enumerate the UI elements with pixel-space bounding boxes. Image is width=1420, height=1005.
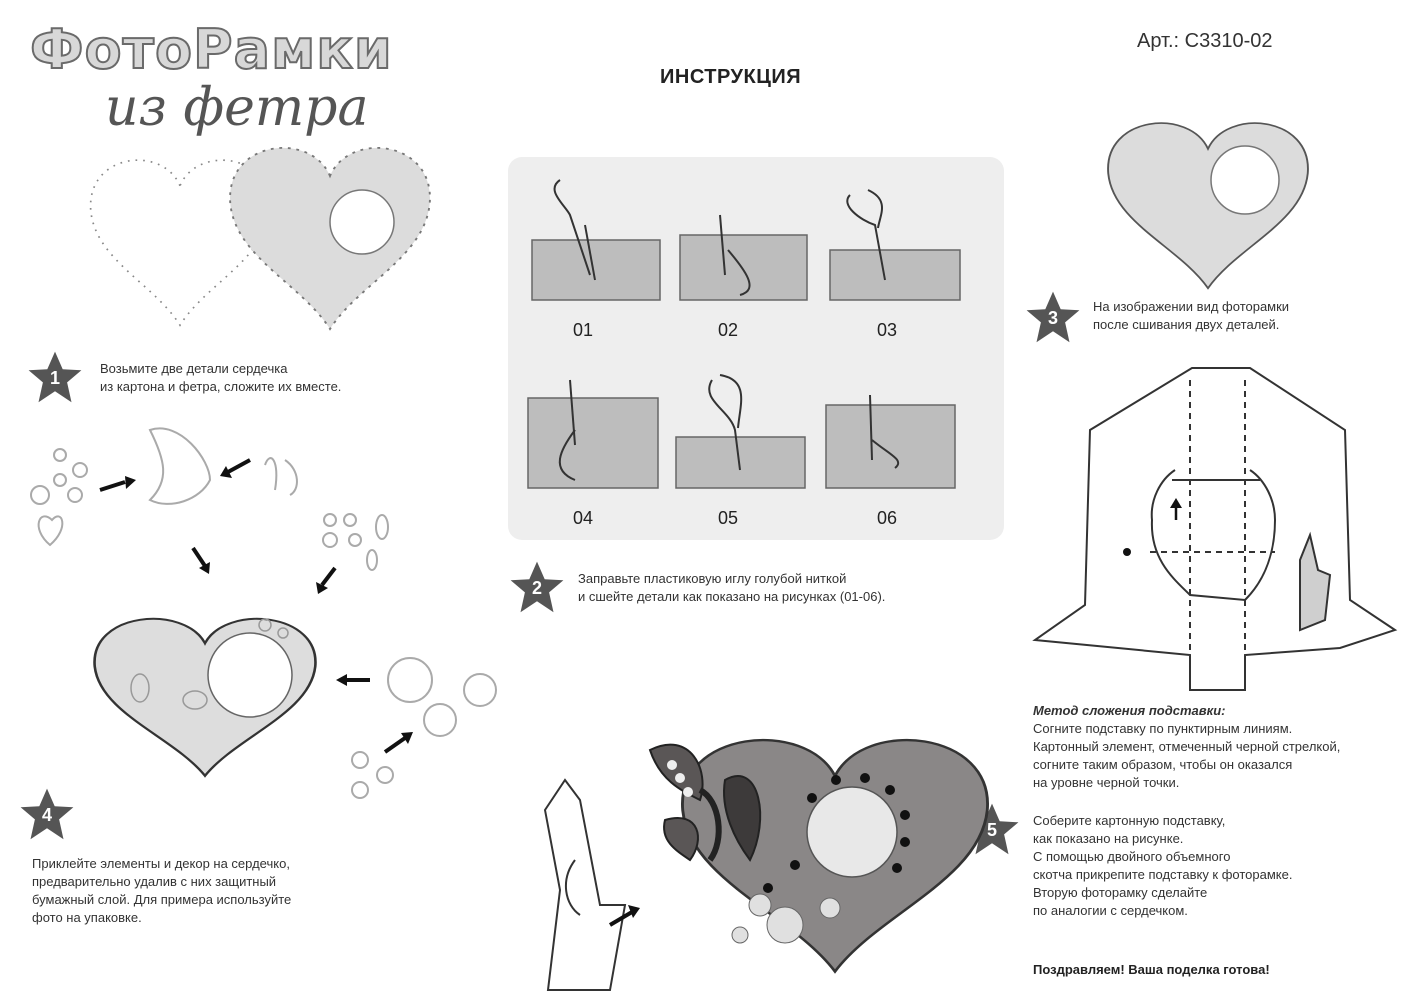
step3-text: На изображении вид фоторамки после сшивания двух деталей. — [1093, 299, 1290, 332]
logo-subtitle: из фетра — [105, 78, 369, 138]
step5-number: 5 — [987, 820, 998, 840]
stitch-label-04: 04 — [573, 508, 594, 528]
step4-heart — [95, 619, 316, 776]
step5-text: Соберите картонную подставку, как показано на рисунке. С помощью двойного объемного скотча прикрепите подставку к фоторамке. Вторую фоторамку сделайте по аналогии с сердечком. — [1033, 813, 1293, 918]
stitch-label-01: 01 — [573, 320, 594, 340]
step1-number: 1 — [50, 368, 61, 388]
stand-method: Метод сложения подставки: Согните подставку по пунктирным линиям. Картонный элемент, отмеченный черной стрелкой, согните таким образом, чтобы он оказался на уровне черной точки. — [1033, 703, 1341, 790]
step5-stand — [545, 780, 625, 990]
black-dot-marker — [1123, 548, 1131, 556]
step2-text: Заправьте пластиковую иглу голубой ниткой и сшейте детали как показано на рисунках (01-06). — [578, 571, 886, 604]
stitch-label-06: 06 — [877, 508, 898, 528]
stitch-label-03: 03 — [877, 320, 898, 340]
step3-heart — [1108, 123, 1308, 288]
page-title: ИНСТРУКЦИЯ — [660, 66, 802, 88]
logo-title: ФотоРамки — [30, 18, 393, 81]
step4-number: 4 — [42, 805, 53, 825]
stitch-label-02: 02 — [718, 320, 739, 340]
step5-heart — [650, 740, 988, 971]
stitch-label-05: 05 — [718, 508, 739, 528]
article-number: Арт.: С3310-02 — [1137, 30, 1273, 52]
step3-number: 3 — [1048, 308, 1059, 328]
stand-diagram — [1035, 368, 1395, 690]
step1-text: Возьмите две детали сердечка из картона и фетра, сложите их вместе. — [100, 361, 342, 394]
step4-illustration — [31, 428, 496, 798]
step1-illustration — [91, 148, 430, 329]
final-message: Поздравляем! Ваша поделка готова! — [1033, 962, 1270, 977]
step4-text: Приклейте элементы и декор на сердечко, предварительно удалив с них защитный бумажный слой. Для примера используйте фото на упаковке. — [32, 856, 292, 925]
step2-number: 2 — [532, 578, 543, 598]
